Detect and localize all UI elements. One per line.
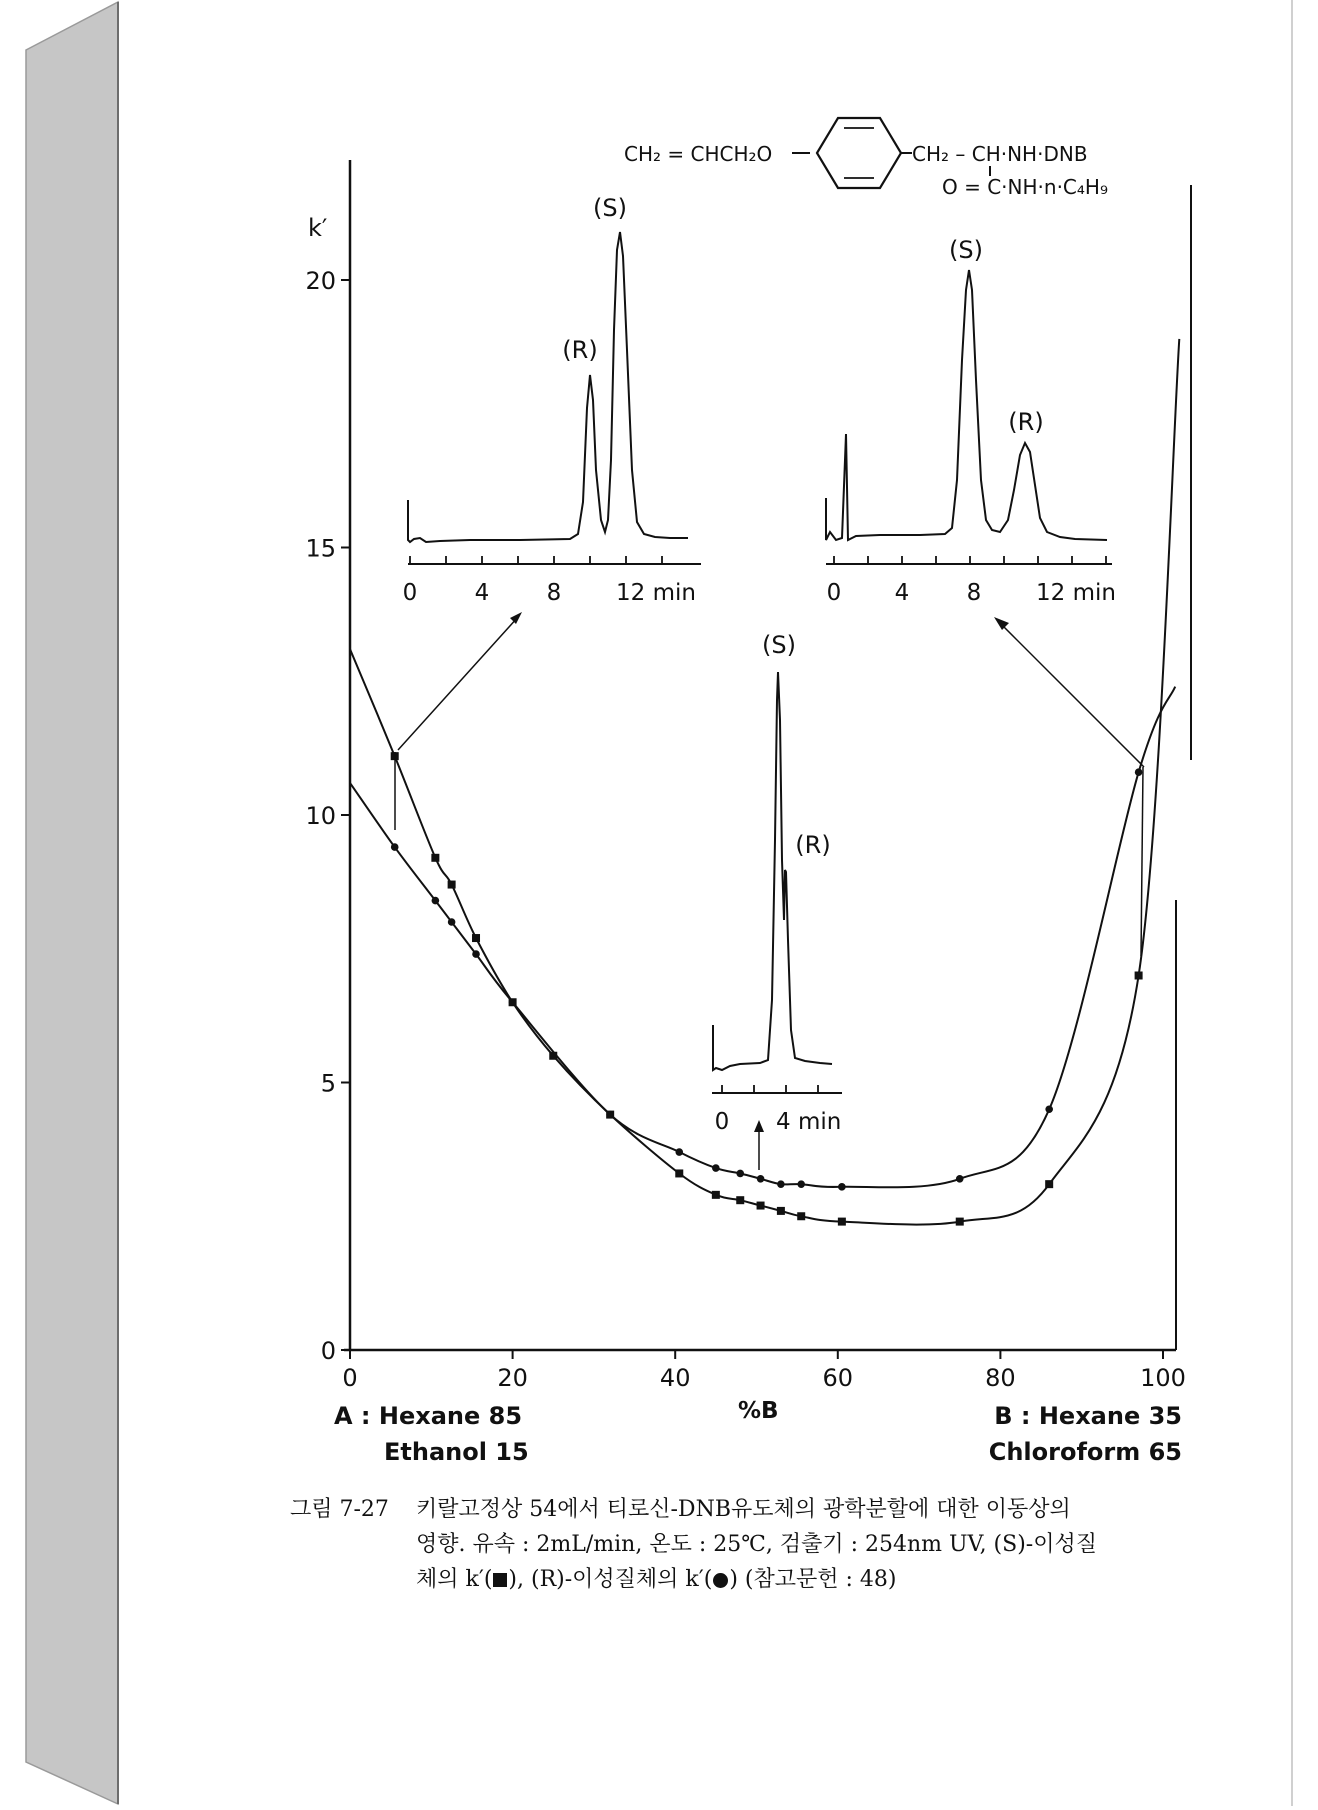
- structure-right-top: CH₂ – CH·NH·DNB: [912, 142, 1088, 166]
- x-axis-label: %B: [738, 1398, 779, 1424]
- data-point-circle: [838, 1183, 846, 1191]
- data-point-square: [1135, 972, 1143, 980]
- data-point-square: [777, 1207, 785, 1215]
- chromatogram-left: [408, 232, 688, 542]
- x-tick-label: 60: [822, 1364, 854, 1392]
- peak-label-right-1: (S): [949, 236, 983, 264]
- data-point-circle: [606, 1111, 614, 1119]
- data-point-square: [431, 854, 439, 862]
- peak-label-left-2: (S): [593, 194, 627, 222]
- data-point-circle: [1045, 1105, 1053, 1113]
- data-point-circle: [736, 1170, 744, 1178]
- x-tick-label: 100: [1140, 1364, 1186, 1392]
- inset-right: [826, 236, 1116, 606]
- inset-middle: [712, 631, 842, 1135]
- caption-line-2: 영향. 유속 : 2mL/min, 온도 : 25℃, 검출기 : 254nm UV, (S)-이성질: [416, 1532, 1097, 1557]
- caption-line-3b: ), (R)-이성질체의 k′(: [508, 1567, 713, 1592]
- mobile-phase-a-line1: A : Hexane 85: [334, 1402, 523, 1430]
- inset-tick-label: 12 min: [1036, 580, 1116, 606]
- data-point-circle: [712, 1164, 720, 1172]
- insets-layer: [403, 194, 1116, 1135]
- y-tick-label: 15: [305, 534, 336, 563]
- caption-row-3: [290, 1562, 1190, 1597]
- data-point-circle: [448, 918, 456, 926]
- chemical-structure: [624, 118, 1108, 199]
- data-point-circle: [797, 1180, 805, 1188]
- y-tick-label: 0: [320, 1337, 336, 1365]
- inset-tick-label: 0: [402, 580, 418, 606]
- data-point-circle: [391, 843, 399, 851]
- inset-tick-label: 4: [474, 580, 490, 606]
- structure-right-bottom: O = C·NH·n·C₄H₉: [942, 175, 1108, 199]
- caption-label: 그림 7-27: [290, 1497, 389, 1522]
- peak-label-middle-1: (S): [762, 631, 796, 659]
- data-point-square: [472, 934, 480, 942]
- y-tick-label: 5: [320, 1069, 336, 1098]
- peak-label-left-1: (R): [562, 336, 598, 364]
- data-point-square: [1045, 1180, 1053, 1188]
- data-point-circle: [1135, 768, 1143, 776]
- inset-tick-label: 0: [714, 1109, 730, 1135]
- x-tick-label: 0: [342, 1364, 358, 1392]
- caption-row-2: [290, 1527, 1190, 1562]
- figure-caption: [290, 1492, 1190, 1597]
- data-point-circle: [757, 1175, 765, 1183]
- inset-left: [403, 194, 701, 606]
- square-marker-icon: [493, 1573, 507, 1587]
- axes: [305, 160, 1191, 1466]
- y-tick-label: 20: [305, 267, 336, 295]
- mobile-phase-b-line1: B : Hexane 35: [994, 1402, 1182, 1430]
- mobile-phase-a-line2: Ethanol 15: [384, 1438, 529, 1466]
- y-axis-label: k′: [308, 214, 328, 242]
- data-point-square: [712, 1191, 720, 1199]
- data-point-square: [838, 1218, 846, 1226]
- data-point-square: [448, 881, 456, 889]
- circle-marker-icon: [713, 1573, 728, 1588]
- data-point-square: [675, 1169, 683, 1177]
- peak-label-middle-2: (R): [795, 831, 831, 859]
- caption-row-1: [290, 1492, 1190, 1527]
- connectors: [395, 612, 1144, 1170]
- data-point-circle: [472, 950, 480, 958]
- x-tick-label: 40: [659, 1364, 691, 1392]
- series-line-square: [350, 339, 1179, 1225]
- data-point-square: [797, 1212, 805, 1220]
- inset-tick-label: 8: [966, 580, 982, 606]
- data-point-circle: [509, 998, 517, 1006]
- chromatogram-middle: [713, 672, 832, 1070]
- caption-line-3c: ) (참고문헌 : 48): [729, 1567, 897, 1592]
- data-point-circle: [956, 1175, 964, 1183]
- structure-left: CH₂ = CHCH₂O: [624, 142, 773, 166]
- inset-tick-label: 12 min: [616, 580, 696, 606]
- x-tick-label: 20: [497, 1364, 528, 1392]
- data-point-square: [736, 1196, 744, 1204]
- data-point-square: [956, 1218, 964, 1226]
- data-point-circle: [432, 897, 440, 905]
- inset-tick-label: 8: [546, 580, 562, 606]
- data-point-circle: [777, 1180, 785, 1188]
- data-point-square: [757, 1202, 765, 1210]
- caption-line-1: 키랄고정상 54에서 티로신-DNB유도체의 광학분할에 대한 이동상의: [416, 1497, 1071, 1522]
- x-tick-label: 80: [985, 1364, 1016, 1392]
- caption-line-3a: 체의 k′(: [416, 1567, 493, 1592]
- inset-tick-label: 0: [826, 580, 842, 606]
- inset-tick-label: 4: [894, 580, 910, 606]
- chromatogram-right: [826, 270, 1107, 540]
- data-point-circle: [675, 1148, 683, 1156]
- inset-tick-label: 4 min: [776, 1109, 842, 1135]
- peak-label-right-2: (R): [1008, 408, 1044, 436]
- y-tick-label: 10: [305, 802, 336, 830]
- mobile-phase-b-line2: Chloroform 65: [988, 1438, 1182, 1466]
